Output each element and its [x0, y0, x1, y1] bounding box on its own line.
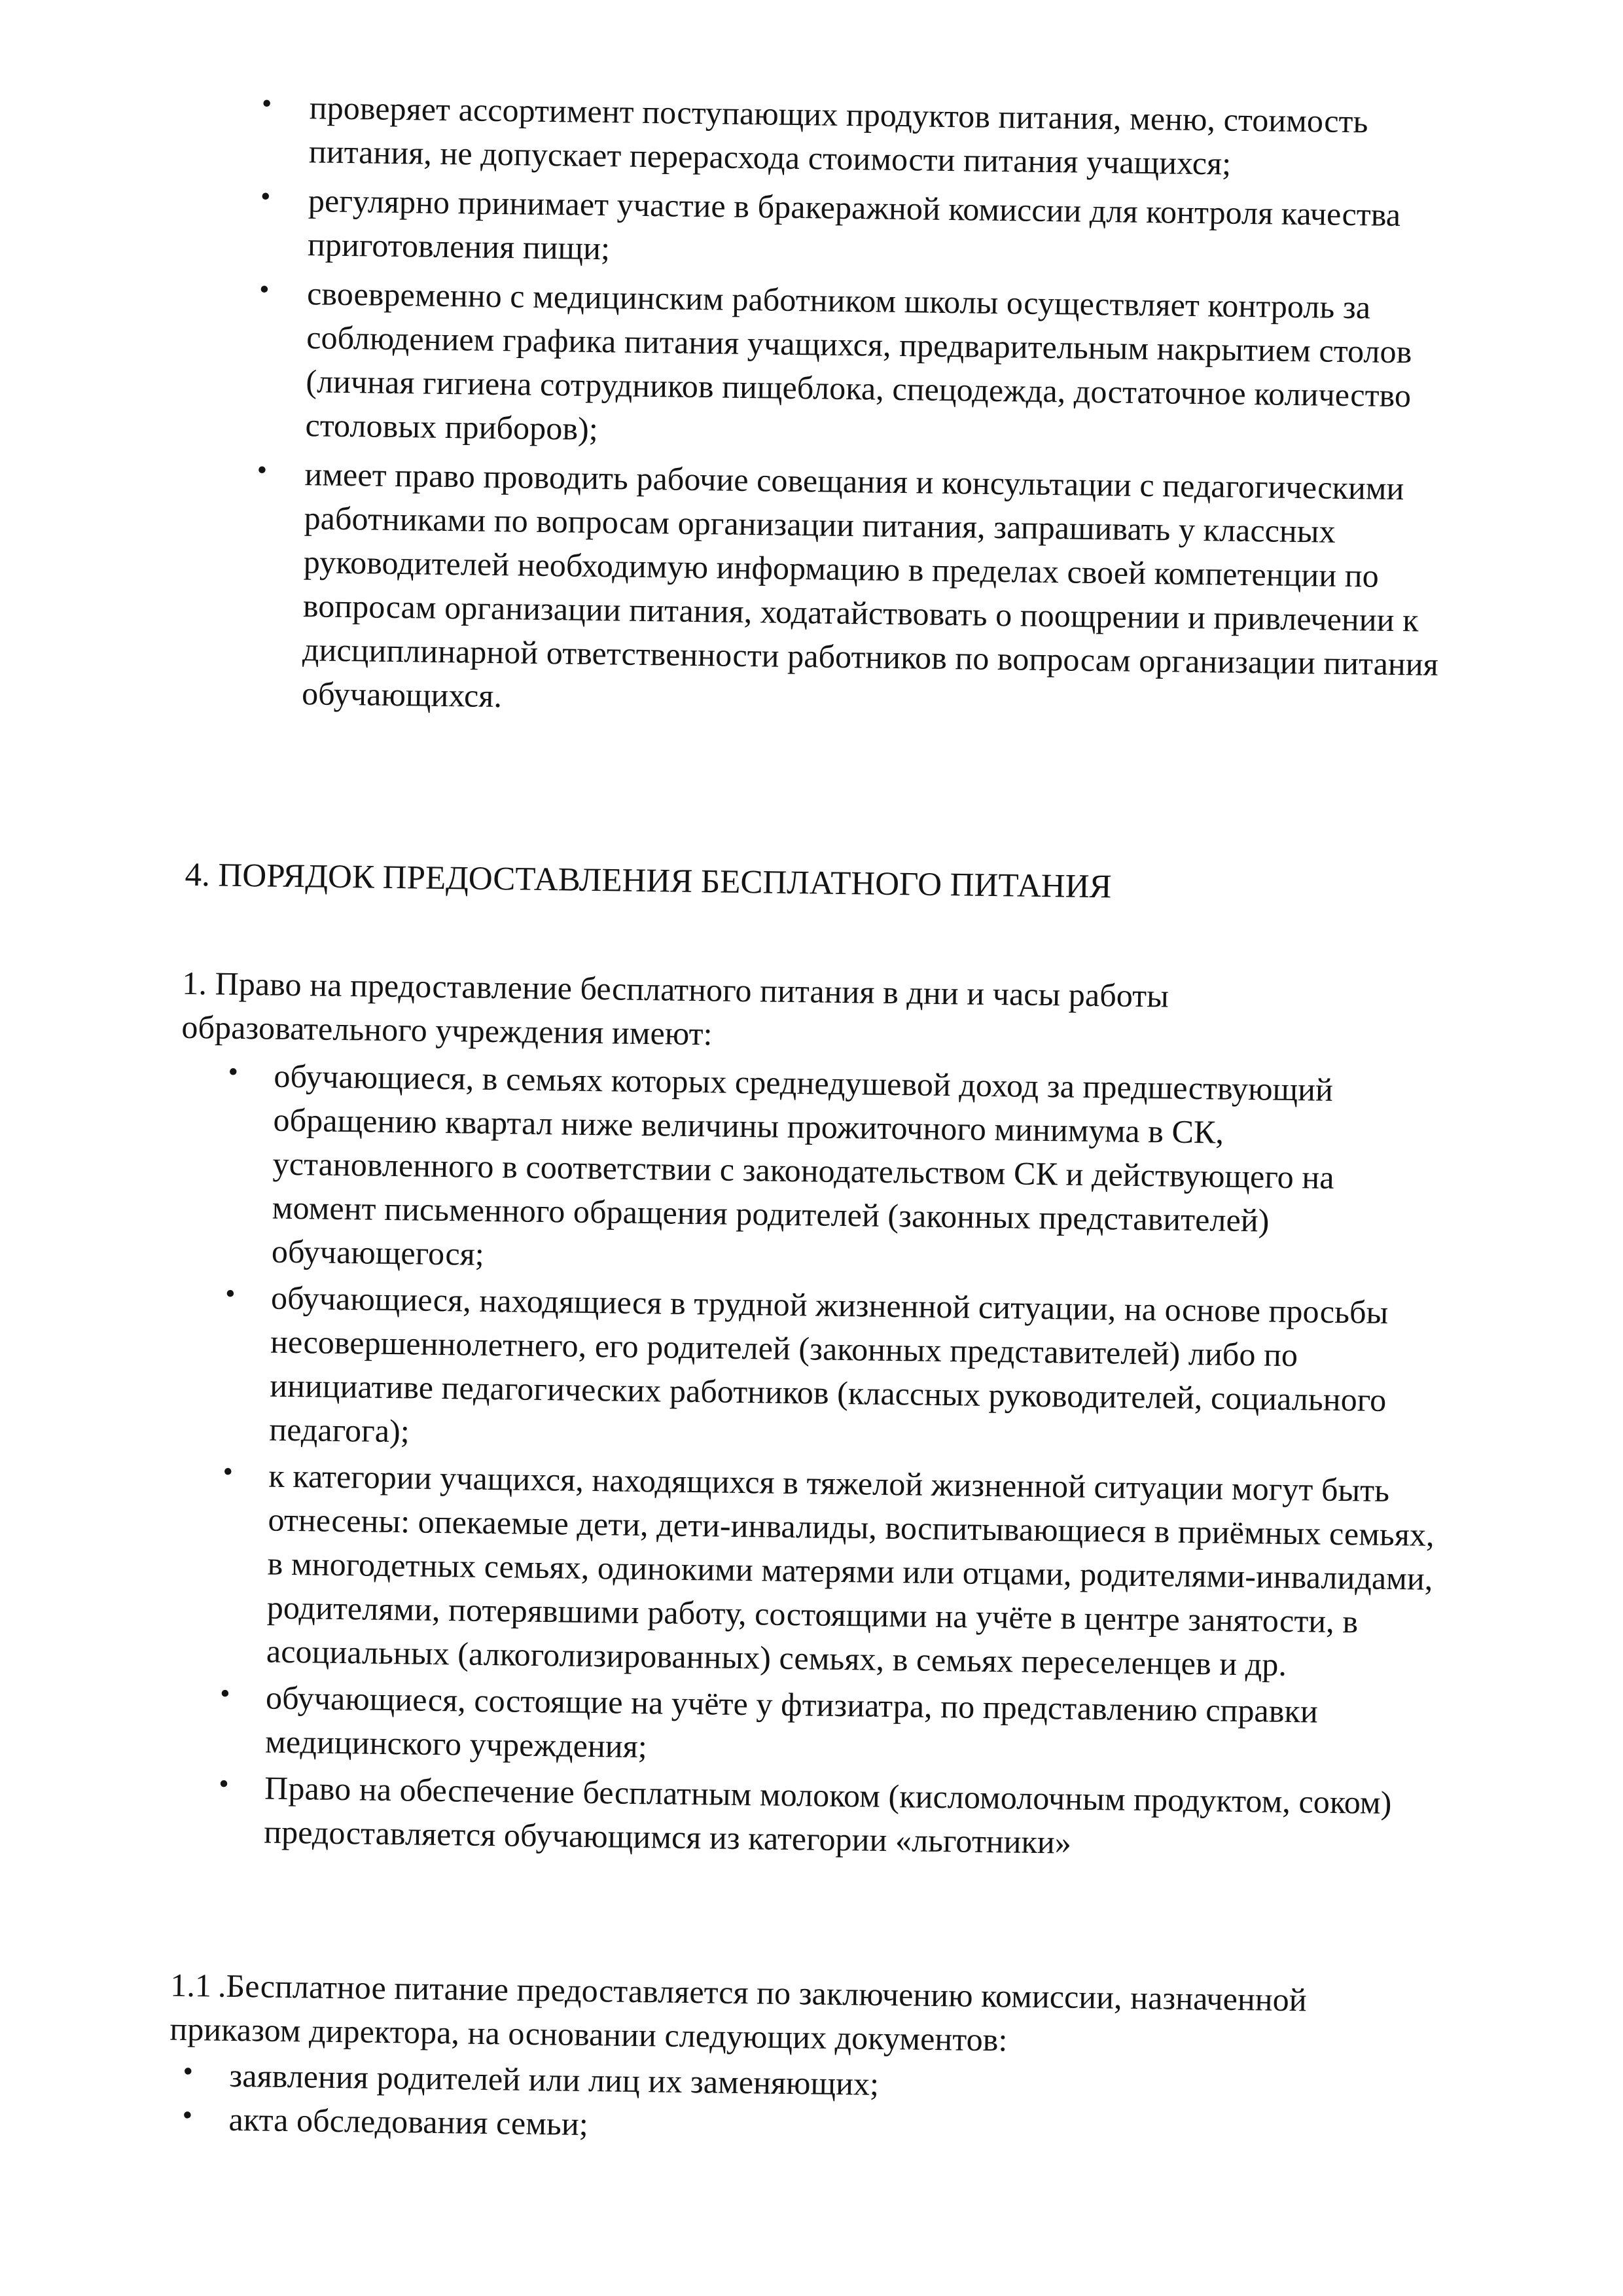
list-item-text: имеет право проводить рабочие совещания и консультации с педагогическими работниками по вопросам организации питания, запрашивать у классных руководителей необходимую информацию в пределах своей компетенции по вопросам организации питания, ходатайствовать о поощрении и привлечении к дисциплинарной ответственности работников по вопросам организации питания обучающихся. — [301, 456, 1439, 715]
list-item-text: своевременно с медицинским работником школы осуществляет контроль за соблюдением графика питания учащихся, предварительным накрытием столов (личная гигиена сотрудников пищеблока, спецодежда, достаточное количество столовых приборов); — [305, 275, 1412, 448]
list-item-text: обучающиеся, состоящие на учёте у фтизиатра, по представлению справки медицинского учреждения; — [264, 1679, 1319, 1765]
documents-list — [182, 2054, 1342, 2156]
bullet-icon: • — [182, 2098, 193, 2132]
bullet-icon: • — [219, 1677, 230, 1710]
list-item — [257, 452, 1444, 730]
list-item-text: заявления родителей или лиц их заменяющих; — [229, 2056, 880, 2102]
list-item-text: обучающиеся, в семьях которых среднедушевой доход за предшествующий обращению квартал ниже величины прожиточного минимума в СК, установленного в соответствии с законодательством СК и действующего на момент письменного обращения родителей (законных представителей) обучающегося; — [271, 1057, 1334, 1272]
section-heading: 4. ПОРЯДОК ПРЕДОСТАВЛЕНИЯ БЕСПЛАТНОГО ПИТАНИЯ — [185, 856, 1112, 906]
list-item-text: регулярно принимает участие в бракеражной комиссии для контроля качества приготовления пищи; — [307, 182, 1401, 267]
bullet-icon: • — [259, 273, 270, 306]
paragraph-free-meals-basis — [169, 1964, 1434, 2068]
list-item — [219, 1767, 1436, 1869]
list-item-text: акта обследования семьи; — [228, 2100, 589, 2143]
list-item-text: проверяет ассортимент поступающих продуктов питания, меню, стоимость питания, не допускает перерасхода стоимости питания учащихся; — [308, 89, 1368, 182]
list-item — [259, 272, 1446, 462]
bullet-icon: • — [257, 454, 268, 486]
duties-list — [257, 86, 1448, 730]
list-item — [261, 86, 1449, 188]
list-item-text: к категории учащихся, находящихся в тяжелой жизненной ситуации могут быть отнесены: опекаемые дети, дети-инвалиды, воспитывающиеся в приёмных семьях, в многодетных семьях, одинокими матерями или отцами, родителями-инвалидами, родителями, потерявшими работу, состоящими на учёте в центре занятости, в асоциальных (алкоголизированных) семьях, в семьях переселенцев и др. — [266, 1457, 1435, 1683]
paragraph-eligibility: 1. Право на предоставление бесплатного питания в дни и часы работы образовательного учреждения имеют: — [181, 964, 1169, 1052]
list-item — [260, 179, 1448, 281]
list-item — [228, 1054, 1446, 1289]
paragraph-number: 1.1 — [169, 1966, 212, 2004]
bullet-icon: • — [223, 1455, 234, 1488]
paragraph-text: .Бесплатное питание предоставляется по заключению комиссии, назначенной приказом директора, на основании следующих документов: — [169, 1967, 1308, 2058]
list-item — [223, 1454, 1440, 1689]
bullet-icon: • — [260, 180, 271, 213]
eligibility-list — [219, 1054, 1446, 1869]
bullet-icon: • — [261, 87, 272, 120]
bullet-icon: • — [228, 1055, 239, 1088]
bullet-icon: • — [224, 1277, 236, 1310]
list-item-text: обучающиеся, находящиеся в трудной жизненной ситуации, на основе просьбы несовершеннолетнего, его родителей (законных представителей) либо по инициативе педагогических работников (классных руководителей, социального педагога); — [269, 1279, 1389, 1450]
list-item — [219, 1676, 1438, 1779]
bullet-icon: • — [219, 1767, 230, 1800]
list-item-text: Право на обеспечение бесплатным молоком (кисломолочным продуктом, соком) предоставляется обучающимся из категории «льготники» — [264, 1769, 1392, 1861]
bullet-icon: • — [183, 2054, 194, 2088]
list-item — [224, 1276, 1442, 1467]
